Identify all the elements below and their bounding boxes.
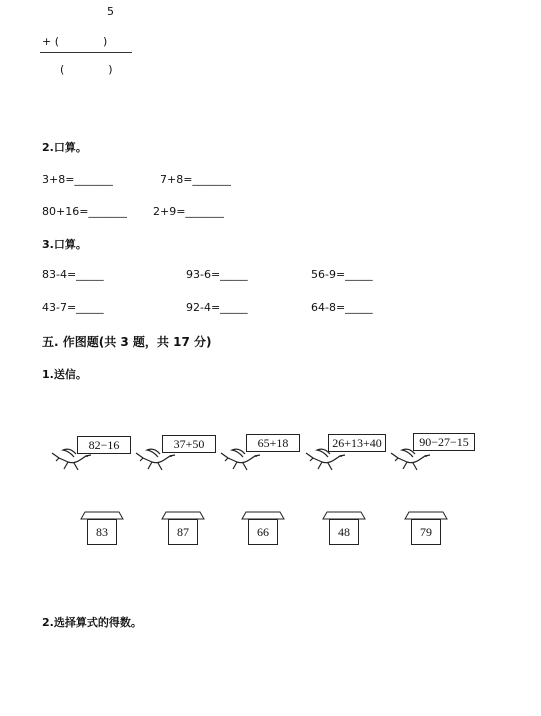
q3-item-4: 43-7=_____ <box>42 301 104 314</box>
house-number-3: 66 <box>248 519 278 545</box>
house-number-2: 87 <box>168 519 198 545</box>
q3-item-5: 92-4=_____ <box>186 301 248 314</box>
letter-card-1: 82−16 <box>77 436 131 454</box>
q3-item-2: 93-6=_____ <box>186 268 248 281</box>
section-5-heading: 五. 作图题(共 3 题，共 17 分) <box>42 335 212 349</box>
house-3 <box>241 511 285 547</box>
section-5-q1-title: 1.送信。 <box>42 368 87 381</box>
house-number-1: 83 <box>87 519 117 545</box>
letter-card-4: 26+13+40 <box>328 434 386 452</box>
q2-title: 2.口算。 <box>42 141 87 154</box>
house-number-5: 79 <box>411 519 441 545</box>
house-5 <box>404 511 448 547</box>
vertical-result-row: ( ) <box>60 63 113 76</box>
section-5-q2-title: 2.选择算式的得数。 <box>42 616 142 629</box>
house-2 <box>161 511 205 547</box>
vertical-top-number: 5 <box>107 5 114 18</box>
q3-item-3: 56-9=_____ <box>311 268 373 281</box>
q2-item-1: 3+8=_______ <box>42 173 113 186</box>
q2-item-4: 2+9=_______ <box>153 205 224 218</box>
house-number-4: 48 <box>329 519 359 545</box>
letter-card-3: 65+18 <box>246 434 300 452</box>
house-1 <box>80 511 124 547</box>
q2-item-2: 7+8=_______ <box>160 173 231 186</box>
vertical-plus-row: + ( ) <box>42 35 108 48</box>
q3-title: 3.口算。 <box>42 238 87 251</box>
letter-card-2: 37+50 <box>162 435 216 453</box>
vertical-divider-line <box>40 52 132 53</box>
q3-item-6: 64-8=_____ <box>311 301 373 314</box>
q3-item-1: 83-4=_____ <box>42 268 104 281</box>
q2-item-3: 80+16=_______ <box>42 205 127 218</box>
house-4 <box>322 511 366 547</box>
letter-card-5: 90−27−15 <box>413 433 475 451</box>
